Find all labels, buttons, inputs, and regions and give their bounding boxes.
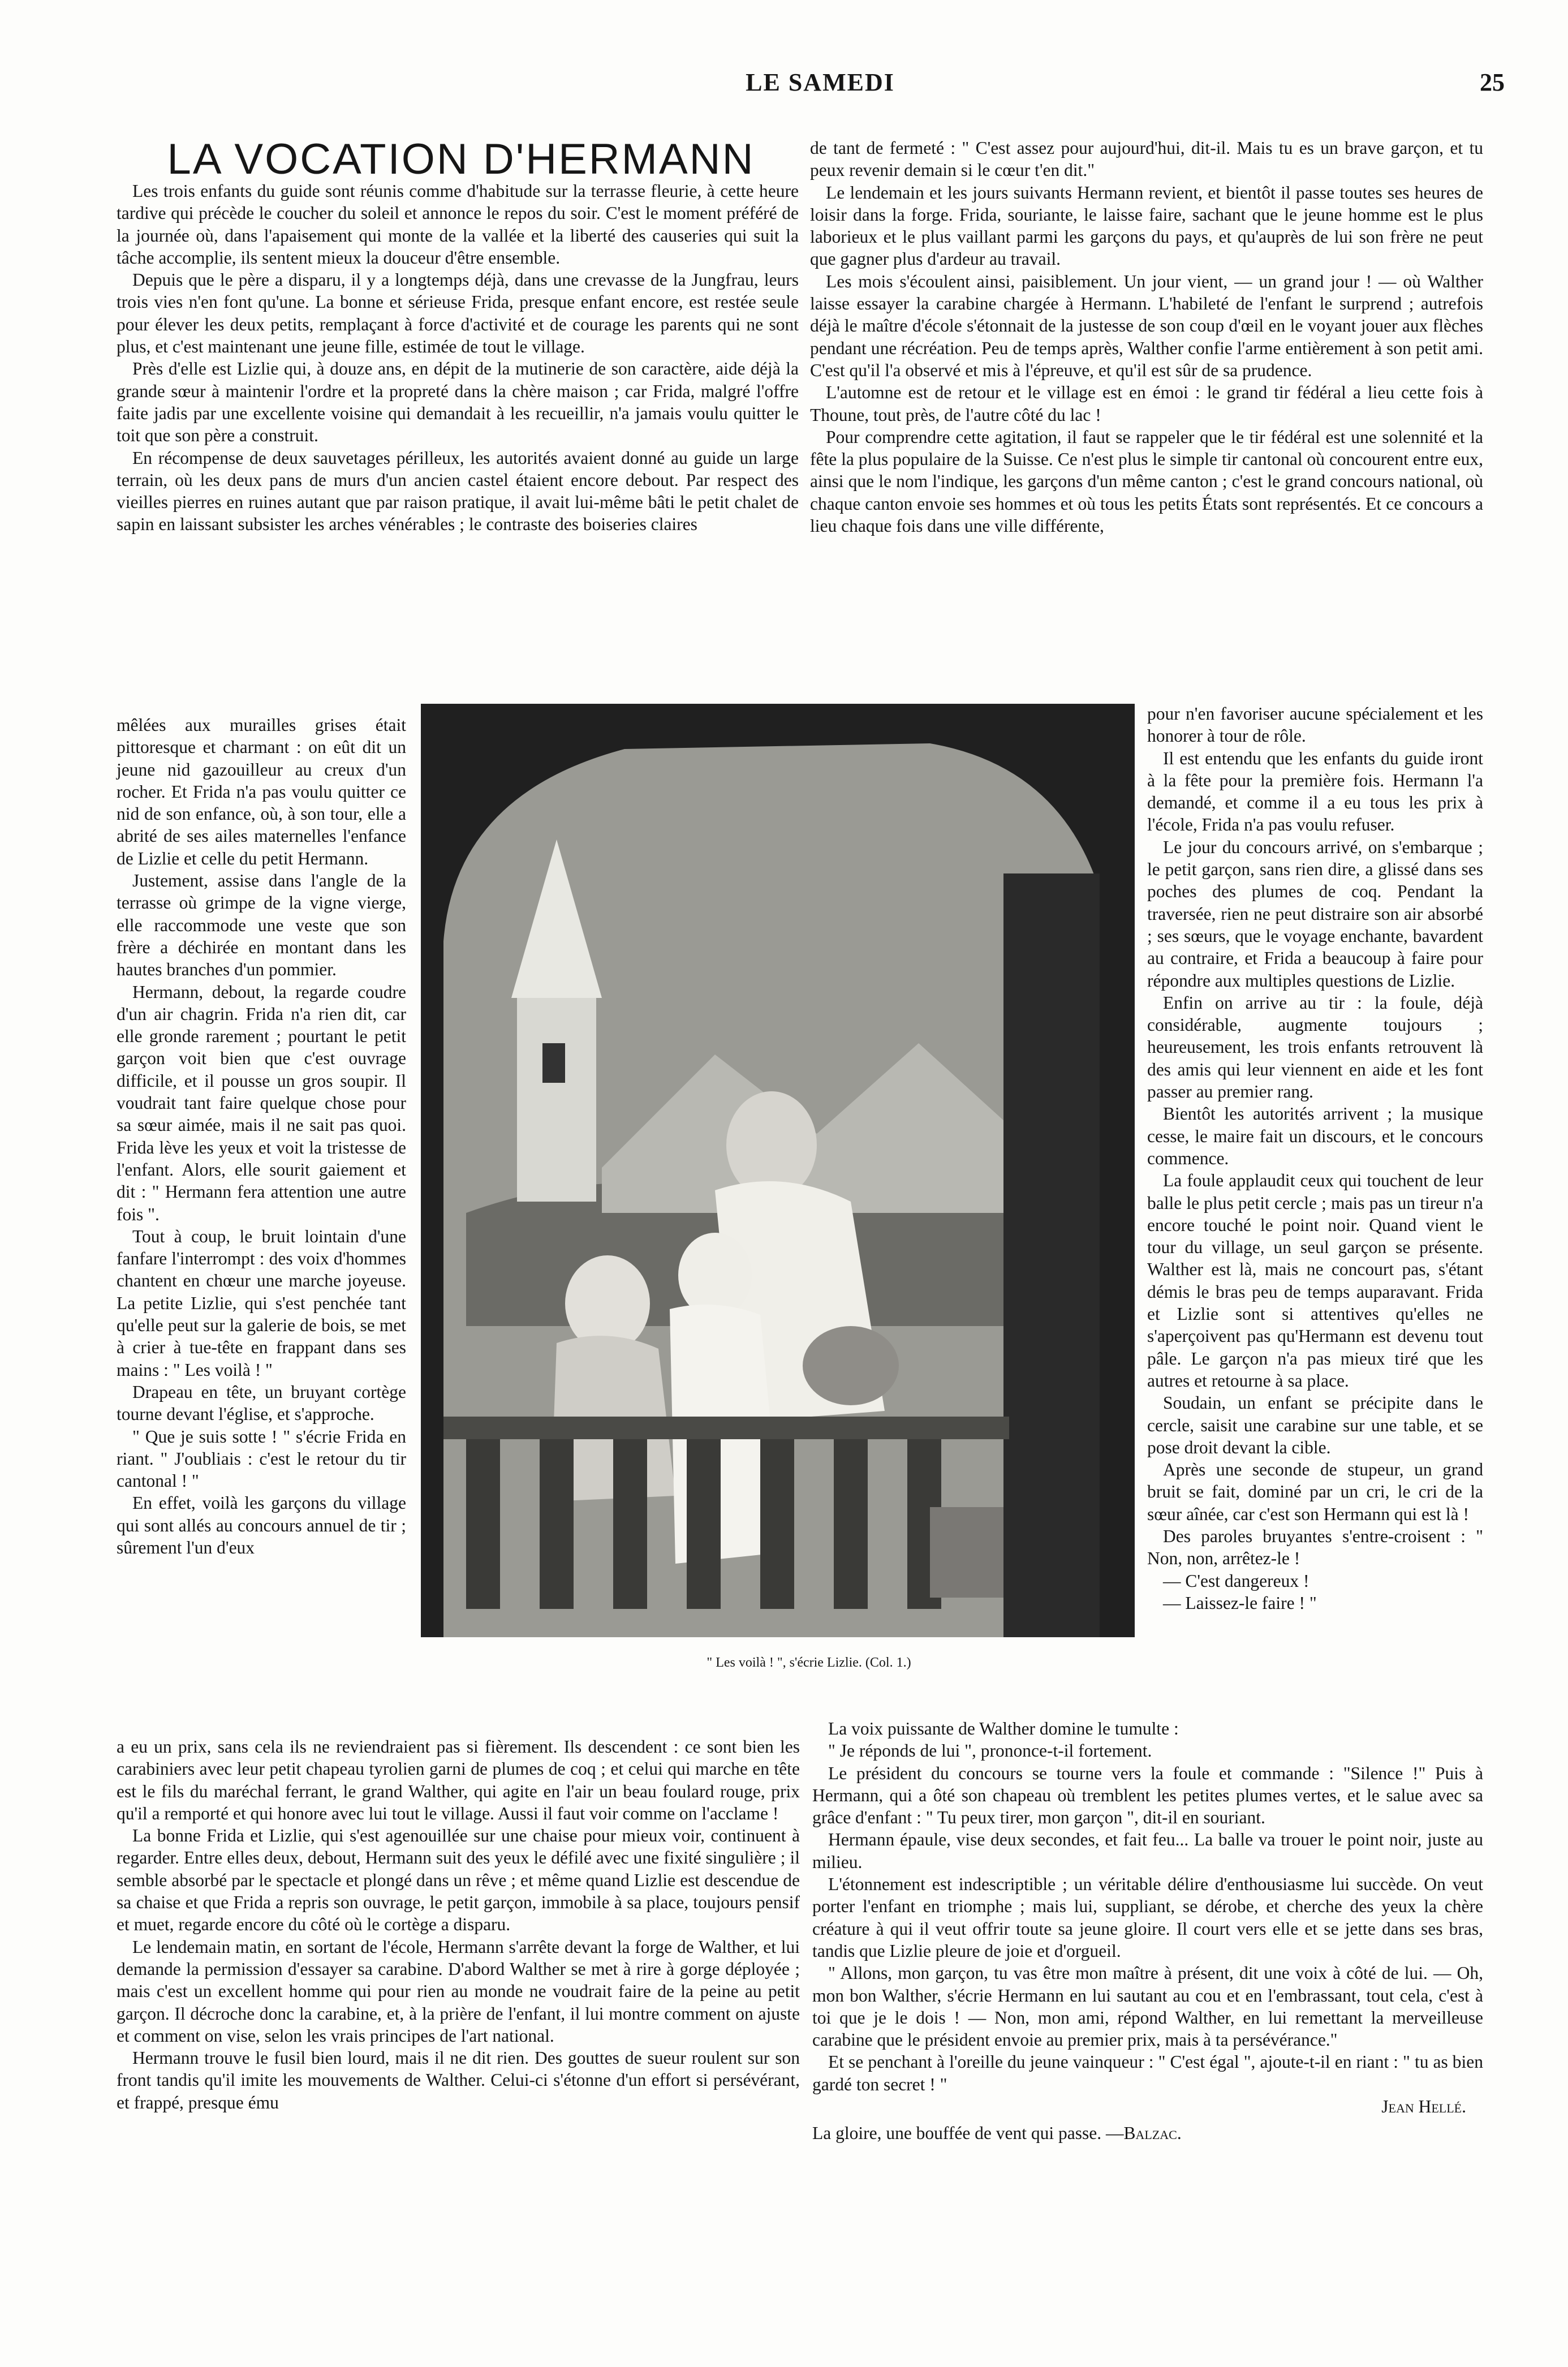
paragraph: " Allons, mon garçon, tu vas être mon maître à présent, dit une voix à côté de lui. — Oh, mon bon Walther, s'écrie Hermann en lui sautant au cou et en l'embrassant, tout cela, c'est à toi que je le dois ! — Non, mon ami, répond Walther, en lui remettant la merveilleuse carabine que le président envoie au premier prix, mais à ta persévérance." xyxy=(812,1963,1483,2050)
column-left-bottom xyxy=(117,1736,800,2114)
column-right-top xyxy=(810,137,1483,537)
paragraph: Soudain, un enfant se précipite dans le cercle, saisit une carabine sur une table, et se pose droit devant la cible. xyxy=(1147,1393,1483,1457)
paragraph: Il est entendu que les enfants du guide iront à la fête pour la première fois. Hermann l'a demandé, et comme il a eu tous les prix à l'école, Frida n'a pas voulu refuser. xyxy=(1147,748,1483,835)
paragraph: Le jour du concours arrivé, on s'embarque ; le petit garçon, sans rien dire, a glissé dans ses poches des plumes de coq. Pendant la traversée, rien ne peut distraire son air absorbé ; ses sœurs, que le voyage enchante, bavardent au contraire, et Frida a beaucoup à faire pour répondre aux multiples questions de Lizlie. xyxy=(1147,837,1483,991)
column-right-narrow xyxy=(1147,703,1483,1614)
column-right-bottom xyxy=(812,1718,1483,2145)
author-signature: Jean Hellé. xyxy=(1381,2097,1466,2117)
page-number: 25 xyxy=(1480,68,1505,96)
quote-author: Balzac. xyxy=(1123,2123,1182,2144)
paragraph: Tout à coup, le bruit lointain d'une fanfare l'interrompt : des voix d'hommes chantent en chœur une marche joyeuse. La petite Lizlie, qui s'est penchée tant qu'elle peut sur la galerie de bois, se met à crier à tue-tête en frappant dans ses mains : " Les voilà ! " xyxy=(117,1226,406,1380)
paragraph: " Je réponds de lui ", prononce-t-il fortement. xyxy=(828,1741,1152,1761)
paragraph: Le lendemain matin, en sortant de l'école, Hermann s'arrête devant la forge de Walther, et lui demande la permission d'essayer sa carabine. D'abord Walther se met à rire à gorge déployée ; mais c'est un excellent homme qui pour rien au monde ne voudrait faire de la peine au petit garçon. Il décroche donc la carabine, et, à la prière de l'enfant, il lui montre comment on ajuste et comment on vise, selon les vrais principes de l'art national. xyxy=(117,1936,800,2046)
engraving-drawing xyxy=(421,704,1135,1637)
closing-quote xyxy=(812,2122,1483,2144)
paragraph: L'automne est de retour et le village est en émoi : le grand tir fédéral a lieu cette fois à Thoune, tout près, de l'autre côté du lac ! xyxy=(810,382,1483,425)
paragraph: Hermann trouve le fusil bien lourd, mais il ne dit rien. Des gouttes de sueur roulent sur son front tandis qu'il imite les mouvements de Walther. Celui-ci s'étonne d'un effort si persévérant, et frappé, presque ému xyxy=(117,2048,800,2112)
illustration-caption: " Les voilà ! ", s'écrie Lizlie. (Col. 1.) xyxy=(707,1655,911,1670)
paragraph: L'étonnement est indescriptible ; un véritable délire d'enthousiasme lui succède. On veut porter l'enfant en triomphe ; mais lui, suppliant, se dérobe, et cherche des yeux la chère créature à qui il veut offrir toute sa jeune gloire. Il court vers elle et se jette dans ses bras, tandis que Lizlie pleure de joie et d'orgueil. xyxy=(812,1874,1483,1961)
paragraph: Les mois s'écoulent ainsi, paisiblement. Un jour vient, — un grand jour ! — où Walther laisse essayer la carabine chargée à Hermann. L'habileté de l'enfant le surprend ; autrefois déjà le maître d'école s'étonnait de la justesse de son coup d'œil en le voyant jouer aux flèches pendant une récréation. Peu de temps après, Walther confie l'arme entièrement à son petit ami. C'est qu'il l'a observé et mis à l'épreuve, et qu'il est sûr de sa prudence. xyxy=(810,271,1483,380)
publication-title: LE SAMEDI xyxy=(746,68,895,96)
paragraph: Bientôt les autorités arrivent ; la musique cesse, le maire fait un discours, et le concours commence. xyxy=(1147,1104,1483,1168)
article-title: LA VOCATION D'HERMANN xyxy=(167,135,755,183)
paragraph: Les trois enfants du guide sont réunis comme d'habitude sur la terrasse fleurie, à cette heure tardive qui précède le coucher du soleil et annonce le repos du soir. C'est le moment préféré de la journée où, dans l'apaisement qui monte de la vallée et la liberté des causeries qui suit la tâche accomplie, ils sentent mieux la douceur d'être ensemble. xyxy=(117,181,799,268)
paragraph: Depuis que le père a disparu, il y a longtemps déjà, dans une crevasse de la Jungfrau, leurs trois vies n'en font qu'une. La bonne et sérieuse Frida, presque enfant encore, est restée seule pour élever les deux petits, remplaçant à force d'activité et de courage les parents qui ne sont plus, et c'est maintenant une jeune fille, estimée de tout le village. xyxy=(117,270,799,357)
page-header xyxy=(136,68,1505,107)
paragraph: Le lendemain et les jours suivants Hermann revient, et bientôt il passe toutes ses heures de loisir dans la forge. Frida, souriante, le laisse faire, sachant que le jeune homme est le plus laborieux et le plus vaillant parmi les garçons du pays, et qu'auprès de lui son frère ne peut que gagner plus d'ardeur au travail. xyxy=(810,182,1483,269)
paragraph: " Que je suis sotte ! " s'écrie Frida en riant. " J'oubliais : c'est le retour du tir cantonal ! " xyxy=(117,1426,406,1491)
engraving-illustration xyxy=(421,704,1135,1637)
paragraph: — Laissez-le faire ! " xyxy=(1163,1593,1317,1613)
paragraph: Hermann épaule, vise deux secondes, et fait feu... La balle va trouer le point noir, juste au milieu. xyxy=(812,1830,1483,1872)
paragraph: mêlées aux murailles grises était pittoresque et charmant : on eût dit un jeune nid gazouilleur au creux d'un rocher. Et Frida n'a pas voulu quitter ce nid de son enfance, où, à son tour, elle a abrité de ses ailes maternelles l'enfance de Lizlie et celle du petit Hermann. xyxy=(117,715,406,868)
paragraph: En récompense de deux sauvetages périlleux, les autorités avaient donné au guide un large terrain, où les deux pans de murs d'un ancien castel étaient encore debout. Par respect des vieilles pierres en ruines autant que par raison pratique, il avait lui-même bâti le petit chalet de sapin en laissant subsister les arches vénérables ; le contraste des boiseries claires xyxy=(117,447,799,535)
paragraph: Drapeau en tête, un bruyant cortège tourne devant l'église, et s'approche. xyxy=(117,1382,406,1424)
paragraph: Justement, assise dans l'angle de la terrasse où grimpe de la vigne vierge, elle raccommode une veste que son frère a déchirée en montant dans les hautes branches d'un pommier. xyxy=(117,871,406,980)
paragraph: — C'est dangereux ! xyxy=(1163,1570,1309,1591)
paragraph: Des paroles bruyantes s'entre-croisent : " Non, non, arrêtez-le ! xyxy=(1147,1526,1483,1569)
paragraph: En effet, voilà les garçons du village qui sont allés au concours annuel de tir ; sûrement l'un d'eux xyxy=(117,1493,406,1557)
paragraph: Enfin on arrive au tir : la foule, déjà considérable, augmente toujours ; heureusement, les trois enfants retrouvent là des amis qui leur viennent en aide et les font passer au premier rang. xyxy=(1147,992,1483,1102)
paragraph: pour n'en favoriser aucune spécialement et les honorer à tour de rôle. xyxy=(1147,704,1483,746)
paragraph: Pour comprendre cette agitation, il faut se rappeler que le tir fédéral est une solennité et la fête la plus populaire de la Suisse. Ce n'est plus le simple tir cantonal où concourent entre eux, ainsi que le nom l'indique, les garçons d'un même canton ; c'est le grand concours national, où chaque canton envoie ses hommes et où tous les petits États sont représentés. Et ce concours a lieu chaque fois dans une ville différente, xyxy=(810,427,1483,536)
paragraph: La bonne Frida et Lizlie, qui s'est agenouillée sur une chaise pour mieux voir, continuent à regarder. Entre elles deux, debout, Hermann suit des yeux le défilé avec une fixité singulière ; il semble absorbé par le spectacle et plongé dans un rêve ; et même quand Lizlie est descendue de sa chaise et que Frida a repris son ouvrage, le petit garçon, immobile à sa place, toujours pensif et muet, regarde encore du côté où le cortège a disparu. xyxy=(117,1826,800,1935)
column-left-top xyxy=(117,180,799,536)
quote-text: La gloire, une bouffée de vent qui passe. — xyxy=(812,2123,1124,2144)
paragraph: La voix puissante de Walther domine le tumulte : xyxy=(828,1719,1179,1738)
paragraph: a eu un prix, sans cela ils ne reviendraient pas si fièrement. Ils descendent : ce sont bien les carabiniers avec leur petit chapeau tyrolien garni de plumes de coq ; et celui qui marche en tête est le fils du maréchal ferrant, le grand Walther, qui agite en l'air un beau foulard rouge, prix qu'il a remporté et qui honore avec lui tout le village. Aussi il faut voir comme on l'acclame ! xyxy=(117,1737,800,1823)
paragraph: Hermann, debout, la regarde coudre d'un air chagrin. Frida n'a rien dit, car elle gronde rarement ; pourtant le petit garçon voit bien que c'est ouvrage difficile, et il pousse un gros soupir. Il voudrait tant faire quelque chose pour sa sœur aimée, mais il ne sait pas quoi. Frida lève les yeux et voit la tristesse de l'enfant. Alors, elle sourit gaiement et dit : " Hermann fera attention une autre fois ". xyxy=(117,982,406,1224)
paragraph: de tant de fermeté : " C'est assez pour aujourd'hui, dit-il. Mais tu es un brave garçon, et tu peux revenir demain si le cœur t'en dit." xyxy=(810,138,1483,180)
column-left-narrow xyxy=(117,714,406,1559)
paragraph: Le président du concours se tourne vers la foule et commande : "Silence !" Puis à Hermann, qui a ôté son chapeau où tremblent les petites plumes vertes, et le salue avec sa grâce d'enfant : " Tu peux tirer, mon garçon ", dit-il en souriant. xyxy=(812,1763,1483,1828)
paragraph: Près d'elle est Lizlie qui, à douze ans, en dépit de la mutinerie de son caractère, aide déjà la grande sœur à maintenir l'ordre et la propreté dans la chère maison ; car Frida, malgré l'offre faite jadis par une excellente voisine qui demandait à les recueillir, n'a jamais voulu quitter le toit que son père a construit. xyxy=(117,359,799,446)
paragraph: Après une seconde de stupeur, un grand bruit se fait, dominé par un cri, le cri de la sœur aînée, car c'est son Hermann qui est là ! xyxy=(1147,1460,1483,1524)
paragraph: La foule applaudit ceux qui touchent de leur balle le plus petit cercle ; mais pas un tireur n'a encore touché le point noir. Quand vient le tour du village, un seul garçon se présente. Walther est là, mais ne concourt pas, s'étant démis le bras peu de temps auparavant. Frida et Lizlie sont si attentives qu'elles ne s'aperçoivent pas qu'Hermann est devenu tout pâle. Le garçon n'a pas mieux tiré que les autres et retourne à sa place. xyxy=(1147,1170,1483,1391)
paragraph: Et se penchant à l'oreille du jeune vainqueur : " C'est égal ", ajoute-t-il en riant : " tu as bien gardé ton secret ! " xyxy=(812,2052,1483,2094)
